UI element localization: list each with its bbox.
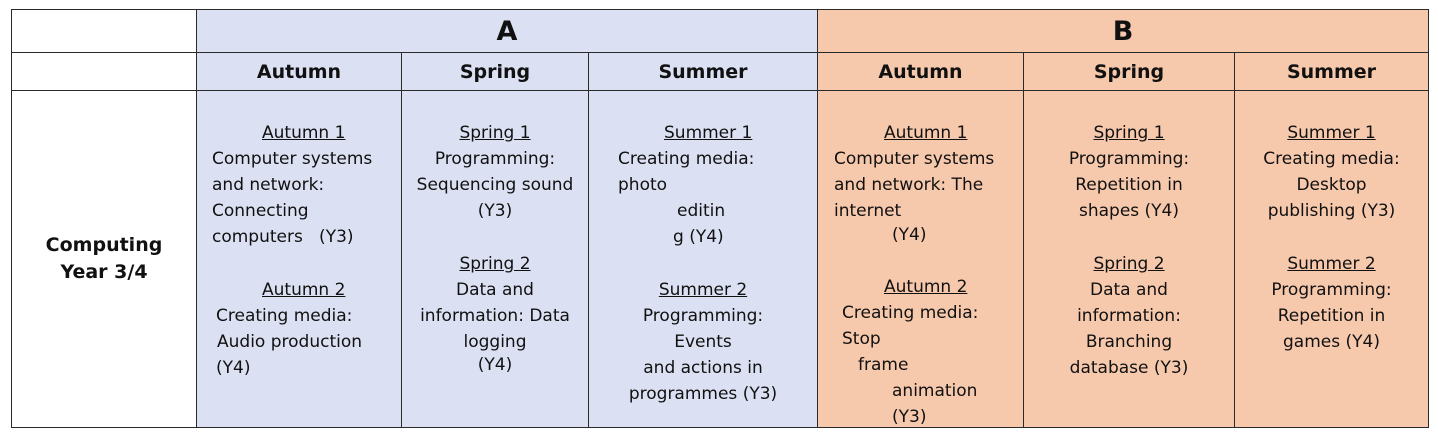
unit-heading: Autumn 1 xyxy=(884,123,968,143)
subject-label: Computing xyxy=(45,234,163,256)
unit-line: editin xyxy=(677,201,726,221)
unit-line: Computer systems xyxy=(834,149,995,169)
unit-line: information: xyxy=(1077,306,1181,326)
unit-line: (Y4) xyxy=(477,355,513,375)
group-a-header: A xyxy=(196,9,818,53)
subject-label-cell xyxy=(11,90,197,428)
unit-heading: Spring 2 xyxy=(459,254,531,274)
cell-b-spring xyxy=(1023,90,1235,428)
cell-a-summer xyxy=(588,90,818,428)
unit-line: information: Data xyxy=(420,306,570,326)
unit-line: shapes (Y4) xyxy=(1078,201,1180,221)
unit-line: and network: xyxy=(212,175,325,195)
unit-heading: Autumn 1 xyxy=(262,123,346,143)
unit-line: Computer systems xyxy=(212,149,373,169)
unit-line: animation xyxy=(892,381,978,401)
unit-line: and network: The xyxy=(834,175,984,195)
unit-line: (Y4) xyxy=(216,358,251,378)
unit-line: publishing (Y3) xyxy=(1267,201,1396,221)
unit-line: Creating media: xyxy=(842,303,979,323)
unit-line: Desktop xyxy=(1296,175,1367,195)
cell-b-summer xyxy=(1234,90,1429,428)
unit-line: database (Y3) xyxy=(1069,358,1189,378)
season-header-a-summer: Summer xyxy=(588,52,818,91)
unit-line: Creating media: xyxy=(1263,149,1400,169)
unit-line: Stop xyxy=(842,329,881,349)
cell-b-autumn xyxy=(817,90,1024,428)
unit-heading: Autumn 2 xyxy=(884,277,968,297)
unit-line: computers (Y3) xyxy=(212,227,354,247)
unit-line: Programming: xyxy=(1068,149,1190,169)
unit-heading: Summer 2 xyxy=(1287,254,1376,274)
unit-line: Sequencing sound xyxy=(416,175,574,195)
unit-heading: Autumn 2 xyxy=(262,280,346,300)
unit-line: (Y4) xyxy=(892,225,927,245)
unit-line: Programming: xyxy=(434,149,556,169)
row-header-blank xyxy=(11,52,197,91)
year-label: Year 3/4 xyxy=(60,261,148,283)
group-b-header: B xyxy=(817,9,1429,53)
unit-line: (Y3) xyxy=(892,407,927,427)
season-header-b-spring: Spring xyxy=(1023,52,1235,91)
unit-heading: Spring 2 xyxy=(1093,254,1165,274)
unit-heading: Summer 2 xyxy=(658,280,748,300)
unit-line: internet xyxy=(834,201,902,221)
season-header-b-summer: Summer xyxy=(1234,52,1429,91)
cell-a-spring xyxy=(401,90,589,428)
unit-line: Branching xyxy=(1085,332,1173,352)
unit-line: photo xyxy=(618,175,668,195)
unit-heading: Spring 1 xyxy=(459,123,531,143)
unit-line: (Y3) xyxy=(477,201,513,221)
unit-line: Creating media: xyxy=(216,306,353,326)
unit-line: Connecting xyxy=(212,201,309,221)
unit-line: Creating media: xyxy=(618,149,755,169)
unit-line: games (Y4) xyxy=(1283,332,1380,352)
unit-line: Data and xyxy=(456,280,534,300)
season-header-a-spring: Spring xyxy=(401,52,589,91)
season-header-a-autumn: Autumn xyxy=(196,52,402,91)
unit-line: logging xyxy=(463,332,527,352)
unit-line: g (Y4) xyxy=(673,227,724,247)
unit-line: Programming: xyxy=(1271,280,1392,300)
unit-heading: Summer 1 xyxy=(1287,123,1376,143)
unit-line: programmes (Y3) xyxy=(628,384,778,404)
unit-line: Repetition in xyxy=(1075,175,1183,195)
unit-line: Audio production xyxy=(217,332,363,352)
corner-cell xyxy=(11,9,197,53)
unit-line: frame xyxy=(858,355,909,375)
unit-line: Repetition in xyxy=(1277,306,1386,326)
unit-heading: Spring 1 xyxy=(1093,123,1165,143)
unit-line: Programming: xyxy=(642,306,764,326)
unit-line: Events xyxy=(674,332,732,352)
unit-heading: Summer 1 xyxy=(664,123,753,143)
season-header-b-autumn: Autumn xyxy=(817,52,1024,91)
unit-line: Data and xyxy=(1090,280,1168,300)
cell-a-autumn xyxy=(196,90,402,428)
unit-line: and actions in xyxy=(643,358,763,378)
